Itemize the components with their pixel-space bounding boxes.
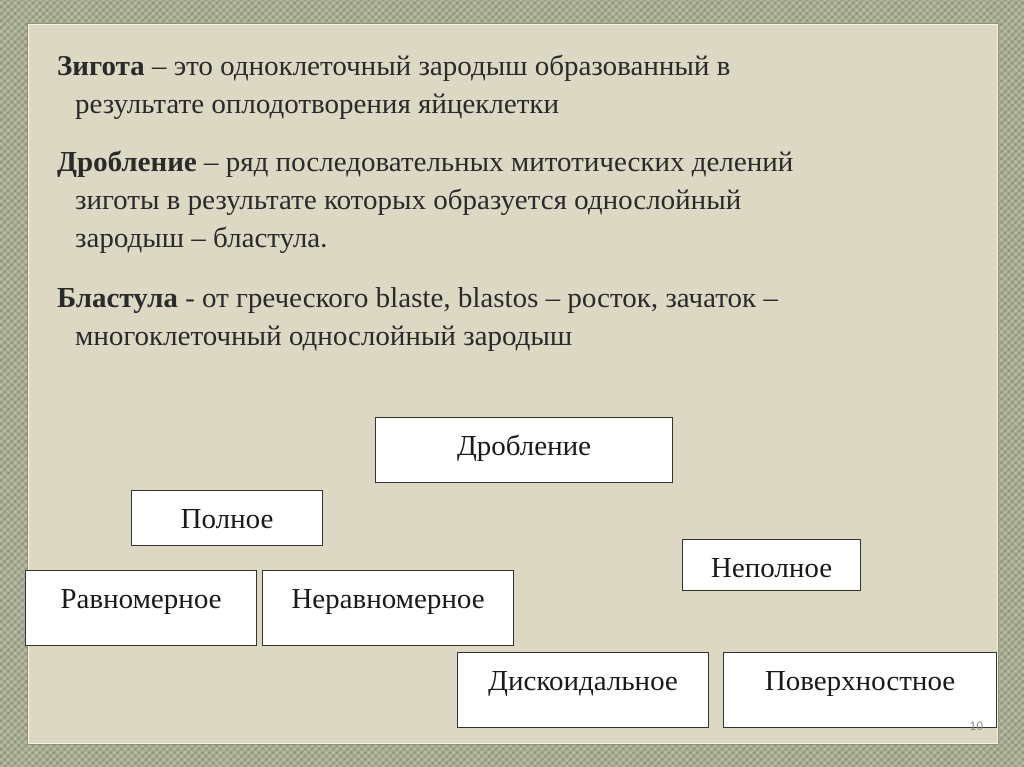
slide — [28, 24, 998, 744]
box-complete-label: Полное — [180, 503, 274, 535]
box-cleavage — [375, 417, 673, 483]
definition-blastula — [57, 279, 937, 355]
page-number: 10 — [969, 719, 983, 733]
box-incomplete-label: Неполное — [710, 552, 833, 584]
term-cleavage: Дробление — [57, 146, 197, 178]
definition-cleavage-text-3: зародыш – бластула. — [75, 222, 328, 254]
term-zygote: Зигота — [57, 50, 145, 82]
box-equal-label: Равномерное — [60, 583, 222, 615]
definition-cleavage-text: – ряд последовательных митотических делений — [196, 146, 794, 178]
definition-blastula-text: - от греческого blaste, blastos – росток, зачаток – — [177, 282, 778, 314]
box-unequal-label: Неравномерное — [291, 583, 485, 615]
definition-zygote-text: – это одноклеточный зародыш образованный в — [144, 50, 731, 82]
box-superficial-label: Поверхностное — [764, 665, 956, 697]
definition-blastula-text-2: многоклеточный однослойный зародыш — [75, 320, 573, 352]
definition-zygote — [57, 47, 937, 123]
box-cleavage-label: Дробление — [456, 430, 592, 462]
box-equal — [25, 570, 257, 646]
box-unequal — [262, 570, 514, 646]
term-blastula: Бластула — [57, 282, 178, 314]
box-superficial — [723, 652, 997, 728]
box-incomplete — [682, 539, 861, 591]
definition-cleavage-text-2: зиготы в результате которых образуется однослойный — [75, 184, 742, 216]
definition-cleavage — [57, 143, 937, 257]
definition-zygote-text-2: результате оплодотворения яйцеклетки — [75, 88, 559, 120]
box-complete — [131, 490, 323, 546]
box-discoidal-label: Дискоидальное — [488, 665, 678, 697]
box-discoidal — [457, 652, 709, 728]
